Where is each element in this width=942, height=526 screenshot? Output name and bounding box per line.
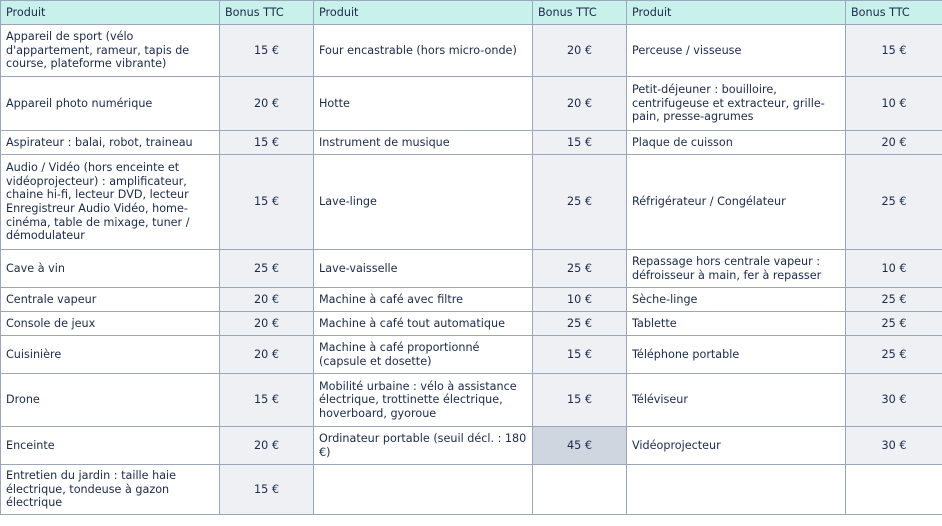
bonus-cell: 30 € — [846, 427, 942, 465]
empty-product-cell — [627, 465, 846, 515]
bonus-cell: 10 € — [533, 288, 627, 312]
bonus-cell: 20 € — [220, 288, 314, 312]
product-cell: Audio / Vidéo (hors enceinte et vidéoprojecteur) : amplificateur, chaine hi-fi, lecteur DVD, lecteur Enregistreur Audio Vidéo, home-cinéma, table de mixage, tuner / démodulateur — [1, 155, 220, 250]
header-product-2: Produit — [314, 1, 533, 25]
bonus-cell: 20 € — [220, 312, 314, 336]
table-row — [1, 312, 942, 336]
product-cell: Appareil photo numérique — [1, 77, 220, 131]
bonus-cell-highlighted: 45 € — [533, 427, 627, 465]
table-row — [1, 427, 942, 465]
product-cell: Mobilité urbaine : vélo à assistance électrique, trottinette électrique, hoverboard, gyoroue — [314, 374, 533, 427]
table-row — [1, 77, 942, 131]
product-cell: Cave à vin — [1, 250, 220, 288]
bonus-cell: 15 € — [220, 131, 314, 155]
product-cell: Hotte — [314, 77, 533, 131]
header-product-1: Produit — [1, 1, 220, 25]
product-cell: Sèche-linge — [627, 288, 846, 312]
bonus-cell: 25 € — [846, 155, 942, 250]
bonus-cell: 15 € — [220, 25, 314, 77]
bonus-cell: 20 € — [533, 77, 627, 131]
table-row — [1, 288, 942, 312]
product-cell: Drone — [1, 374, 220, 427]
table-row — [1, 25, 942, 77]
header-row — [1, 1, 942, 25]
bonus-cell: 25 € — [846, 288, 942, 312]
product-cell: Vidéoprojecteur — [627, 427, 846, 465]
product-cell: Ordinateur portable (seuil décl. : 180 €) — [314, 427, 533, 465]
product-cell: Perceuse / visseuse — [627, 25, 846, 77]
bonus-cell: 15 € — [220, 374, 314, 427]
product-cell: Lave-linge — [314, 155, 533, 250]
bonus-cell: 15 € — [533, 374, 627, 427]
product-cell: Entretien du jardin : taille haie électrique, tondeuse à gazon électrique — [1, 465, 220, 515]
bonus-cell: 25 € — [846, 312, 942, 336]
header-product-3: Produit — [627, 1, 846, 25]
bonus-cell: 20 € — [220, 77, 314, 131]
bonus-cell: 15 € — [533, 336, 627, 374]
product-cell: Instrument de musique — [314, 131, 533, 155]
product-cell: Plaque de cuisson — [627, 131, 846, 155]
bonus-cell: 10 € — [846, 250, 942, 288]
header-bonus-2: Bonus TTC — [533, 1, 627, 25]
product-cell: Téléviseur — [627, 374, 846, 427]
empty-bonus-cell — [533, 465, 627, 515]
product-cell: Four encastrable (hors micro-onde) — [314, 25, 533, 77]
empty-product-cell — [314, 465, 533, 515]
product-cell: Console de jeux — [1, 312, 220, 336]
product-cell: Machine à café proportionné (capsule et dosette) — [314, 336, 533, 374]
product-cell: Enceinte — [1, 427, 220, 465]
table-row — [1, 131, 942, 155]
product-cell: Téléphone portable — [627, 336, 846, 374]
product-cell: Petit-déjeuner : bouilloire, centrifugeuse et extracteur, grille-pain, presse-agrumes — [627, 77, 846, 131]
bonus-cell: 15 € — [220, 465, 314, 515]
bonus-cell: 25 € — [533, 155, 627, 250]
table-row — [1, 465, 942, 515]
table-row — [1, 374, 942, 427]
bonus-cell: 15 € — [220, 155, 314, 250]
product-cell: Machine à café avec filtre — [314, 288, 533, 312]
bonus-cell: 25 € — [846, 336, 942, 374]
bonus-cell: 20 € — [220, 427, 314, 465]
bonus-cell: 10 € — [846, 77, 942, 131]
product-cell: Cuisinière — [1, 336, 220, 374]
bonus-cell: 25 € — [220, 250, 314, 288]
table-row — [1, 250, 942, 288]
bonus-cell: 25 € — [533, 250, 627, 288]
bonus-cell: 25 € — [533, 312, 627, 336]
product-cell: Machine à café tout automatique — [314, 312, 533, 336]
bonus-cell: 20 € — [533, 25, 627, 77]
header-bonus-1: Bonus TTC — [220, 1, 314, 25]
bonus-cell: 30 € — [846, 374, 942, 427]
header-bonus-3: Bonus TTC — [846, 1, 942, 25]
empty-bonus-cell — [846, 465, 942, 515]
table-row — [1, 336, 942, 374]
bonus-cell: 15 € — [533, 131, 627, 155]
product-cell: Repassage hors centrale vapeur : défroisseur à main, fer à repasser — [627, 250, 846, 288]
product-cell: Réfrigérateur / Congélateur — [627, 155, 846, 250]
bonus-cell: 20 € — [220, 336, 314, 374]
product-cell: Appareil de sport (vélo d'appartement, rameur, tapis de course, plateforme vibrante) — [1, 25, 220, 77]
product-cell: Tablette — [627, 312, 846, 336]
product-cell: Centrale vapeur — [1, 288, 220, 312]
bonus-cell: 15 € — [846, 25, 942, 77]
product-cell: Aspirateur : balai, robot, traineau — [1, 131, 220, 155]
bonus-cell: 20 € — [846, 131, 942, 155]
table-row — [1, 155, 942, 250]
product-cell: Lave-vaisselle — [314, 250, 533, 288]
